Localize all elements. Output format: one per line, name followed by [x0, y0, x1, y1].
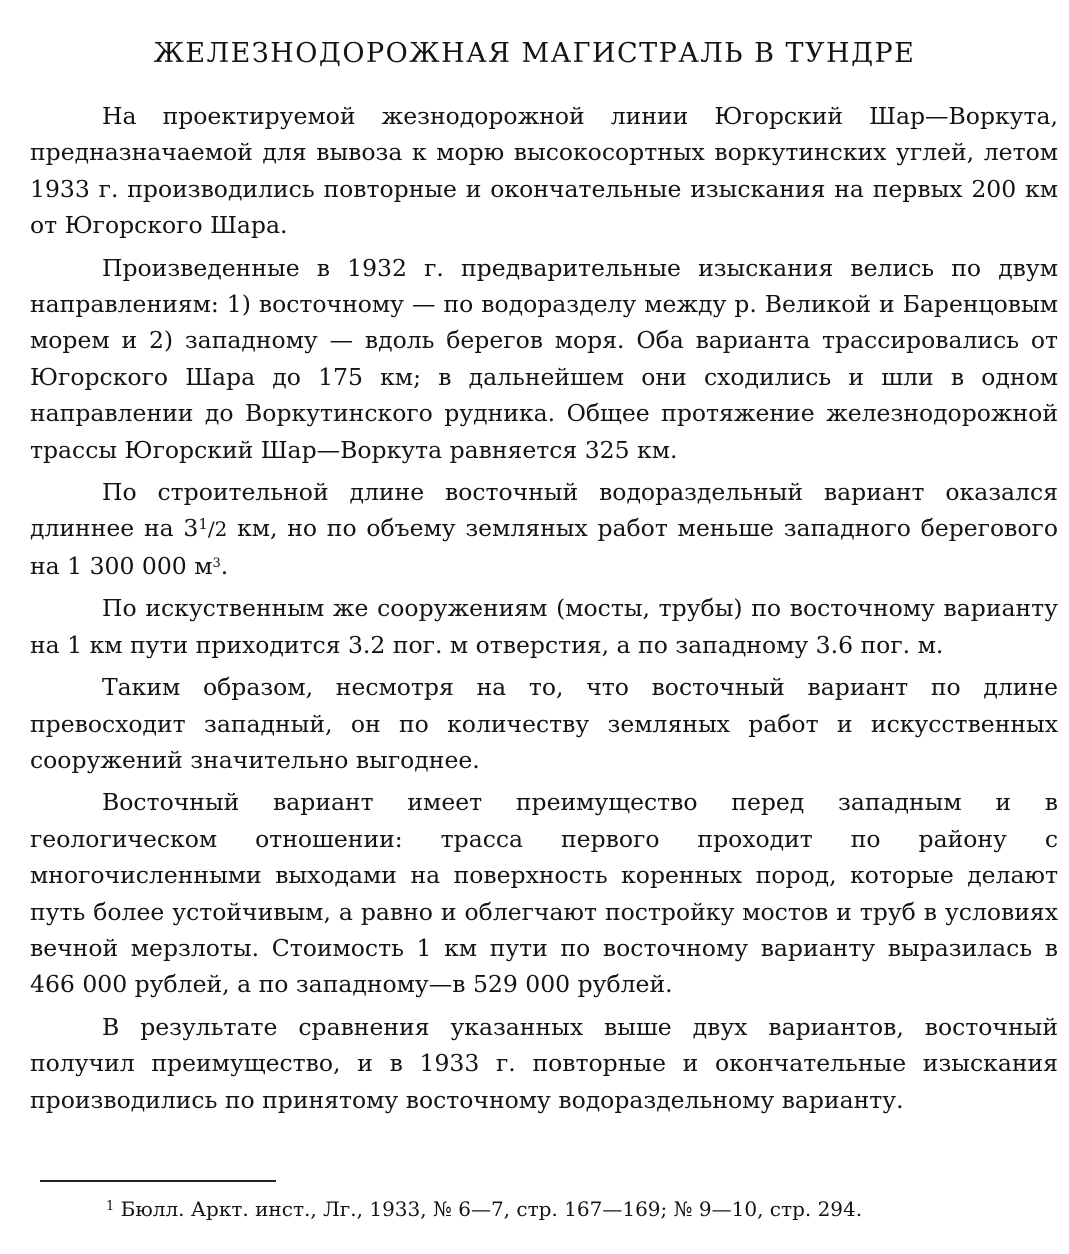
- paragraph-3-middle: км, но по объему земляных работ меньше западного берегового на 1 300 000 м: [30, 514, 1058, 580]
- paragraph-1: На проектируемой жезнодорожной линии Югорский Шар—Воркута, предназначаемой для вывоза к морю высокосортных воркутинских углей, летом 1933 г. производились повторные и окончательные изыскания на первых 200 км от Югорского Шара.: [30, 102, 1058, 240]
- footnote-divider: [40, 1180, 276, 1182]
- fraction-numerator: 1: [198, 515, 208, 534]
- paragraph-5: Таким образом, несмотря на то, что восточный вариант по длине превосходит западный, он по количеству земляных работ и искусственных сооружений значительно выгоднее.: [30, 673, 1058, 774]
- footnote-mark: 1: [106, 1199, 115, 1214]
- paragraph-6: Восточный вариант имеет преимущество перед западным и в геологическом отношении: трасса первого проходит по району с многочисленными выходами на поверхность коренных пород, которые делают путь более устойчивым, а равно и облегчают постройку мостов и труб в условиях вечной мерзлоты. Стоимость 1 км пути по восточному варианту выразилась в 466 000 рублей, а по западному—в 529 000 рублей.: [30, 788, 1058, 999]
- paragraph-4: По искуственным же сооружениям (мосты, трубы) по восточному варианту на 1 км пути приходится 3.2 пог. м отверстия, а по западному 3.6 пог. м.: [30, 594, 1058, 659]
- footnote-text: Бюлл. Аркт. инст., Лг., 1933, № 6—7, стр. 167—169; № 9—10, стр. 294.: [114, 1197, 863, 1221]
- fraction-whole: 3: [183, 514, 199, 543]
- fraction-denominator: /2: [207, 517, 228, 542]
- fraction: [183, 514, 227, 542]
- paragraph-3: [30, 474, 1058, 584]
- paragraph-2: Произведенные в 1932 г. предварительные изыскания велись по двум направлениям: 1) восточному — по водоразделу между р. Великой и Баренцовым морем и 2) западному — вдоль берегов моря. Оба варианта трассировались от Югорского Шара до 175 км; в дальнейшем они сходились и шли в одном направлении до Воркутинского рудника. Общее протяжение железнодорожной трассы Югорский Шар—Воркута равняется 325 км.: [30, 253, 1058, 464]
- article-title: ЖЕЛЕЗНОДОРОЖНАЯ МАГИСТРАЛЬ В ТУНДРЕ: [153, 38, 916, 69]
- paragraph-3-before: По строительной длине восточный водораздельный вариант оказался длиннее на: [30, 478, 1058, 543]
- paragraph-7: В результате сравнения указанных выше двух вариантов, восточный получил преимущество, и в 1933 г. повторные и окончательные изыскания производились по принятому восточному водораздельному варианту.: [30, 1012, 1058, 1114]
- footnote: [106, 1194, 1026, 1224]
- paragraph-3-after: .: [220, 551, 229, 580]
- cubic-superscript: 3: [212, 555, 221, 571]
- article-body: [30, 98, 1058, 1124]
